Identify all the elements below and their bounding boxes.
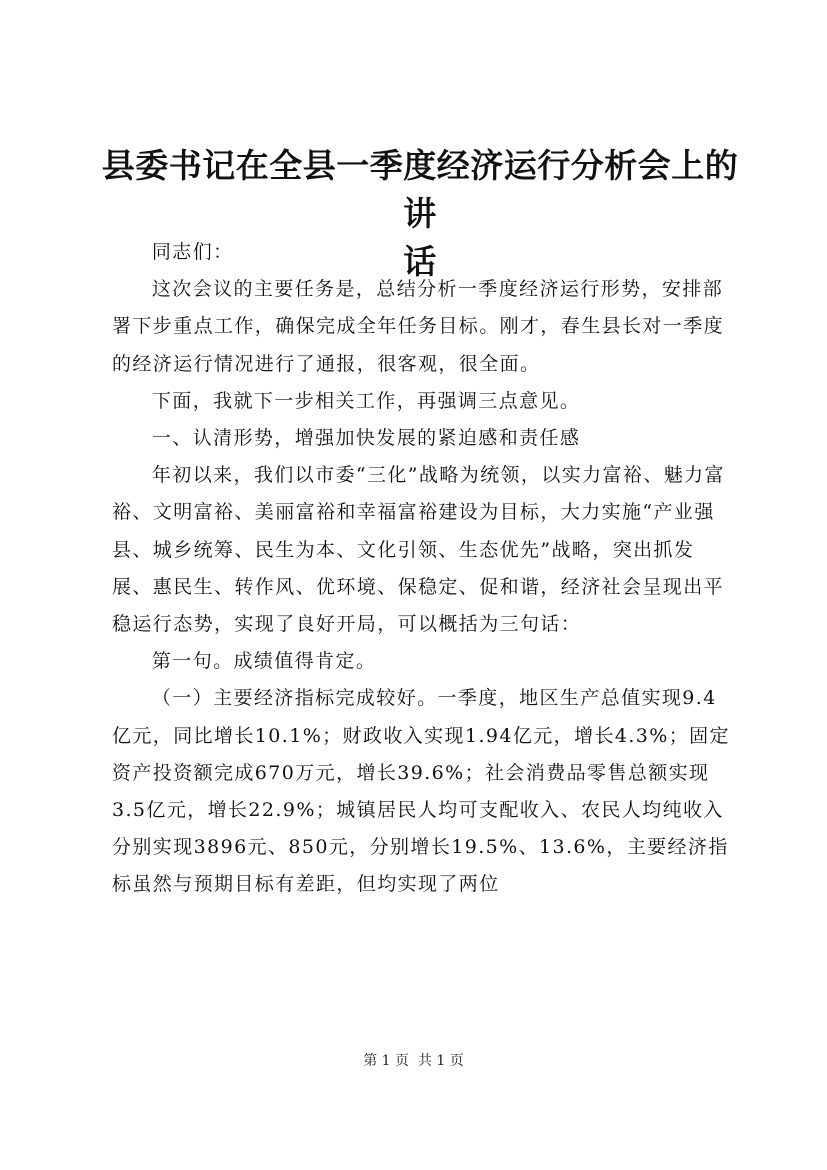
paragraph: 下面，我就下一步相关工作，再强调三点意见。 [151, 389, 581, 412]
paragraph: 年初以来，我们以市委“三化”战略为统领，以实力富裕、魅力富裕、文明富裕、美丽富裕和幸福富裕建设为目标，大力实施“产业强县、城乡统筹、民生为本、文化引领、生态优先”战略，突出抓发展、惠民生、转作风、优环境、保稳定、促和谐，经济社会呈现出平稳运行态势，实现了良好开局，可以概括为三句话： [112, 464, 725, 636]
page-footer [0, 1052, 827, 1070]
document-body [112, 234, 732, 904]
paragraph: （一）主要经济指标完成较好。一季度，地区生产总值实现9.4亿元，同比增长10.1%；财政收入实现1.94亿元，增长4.3%；固定资产投资额完成670万元，增长39.6%；社会消费品零售总额实现3.5亿元，增长22.9%；城镇居民人均可支配收入、农民人均纯收入分别实现3896元、850元，分别增长19.5%、13.6%，主要经济指标虽然与预期目标有差距，但均实现了两位 [112, 687, 730, 896]
salutation: 同志们： [151, 241, 234, 263]
page-number-label: 第 1 页 共 1 页 [363, 1053, 464, 1069]
subheading: 第一句。成绩值得肯定。 [151, 650, 377, 673]
section-heading: 一、认清形势，增强加快发展的紧迫感和责任感 [151, 427, 581, 450]
title-line-2: 话 [403, 242, 437, 281]
paragraph: 这次会议的主要任务是，总结分析一季度经济运行形势，安排部署下步重点工作，确保完成全年任务目标。刚才，春生县长对一季度的经济运行情况进行了通报，很客观，很全面。 [112, 278, 725, 375]
title-line-1: 县委书记在全县一季度经济运行分析会上的讲 [101, 146, 739, 233]
